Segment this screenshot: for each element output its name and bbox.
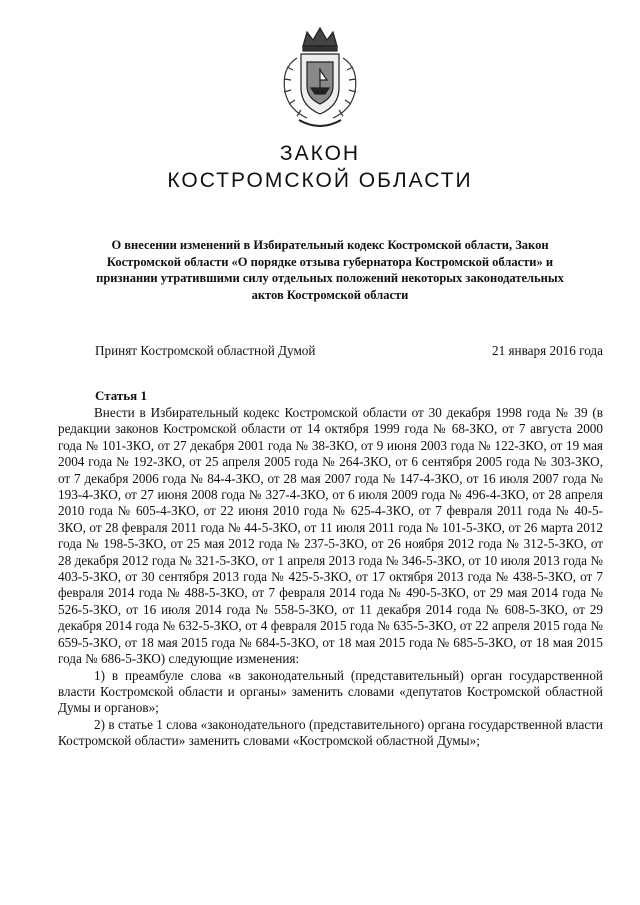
article-heading: Статья 1 xyxy=(95,388,147,403)
document-title: ЗАКОН xyxy=(279,142,361,165)
document-region: КОСТРОМСКОЙ ОБЛАСТИ xyxy=(167,169,473,192)
coat-of-arms-icon xyxy=(267,22,373,134)
article-paragraph: 1) в преамбуле слова «в законодательный (представительный) орган государственной власти Костромской области и органы» заменить словами «депутатов Костромской областной Думы и органов»; xyxy=(58,667,603,716)
adoption-line xyxy=(95,343,603,359)
article-paragraph: Внести в Избирательный кодекс Костромской области от 30 декабря 1998 года № 39 (в редакции законов Костромской области от 14 октября 1999 года № 68-ЗКО, от 7 августа 2000 года № 101-ЗКО, от 27 декабря 2001 года № 38-ЗКО, от 9 июня 2003 года № 122-ЗКО, от 19 мая 2004 года № 192-ЗКО, от 25 апреля 2005 года № 264-ЗКО, от 6 сентября 2005 года № 303-ЗКО, от 7 декабря 2006 года № 84-4-ЗКО, от 28 мая 2007 года № 147-4-ЗКО, от 16 июля 2007 года № 193-4-ЗКО, от 27 июня 2008 года № 327-4-ЗКО, от 6 июля 2009 года № 496-4-ЗКО, от 28 апреля 2010 года № 605-4-ЗКО, от 22 июня 2010 года № 625-4-ЗКО, от 7 февраля 2011 года № 40-5-ЗКО, от 28 февраля 2011 года № 44-5-ЗКО, от 11 июля 2011 года № 101-5-ЗКО, от 26 марта 2012 года № 198-5-ЗКО, от 25 мая 2012 года № 237-5-ЗКО, от 26 ноября 2012 года № 312-5-ЗКО, от 28 декабря 2012 года № 321-5-ЗКО, от 1 апреля 2013 года № 346-5-ЗКО, от 10 июля 2013 года № 403-5-ЗКО, от 30 сентября 2013 года № 425-5-ЗКО, от 17 октября 2013 года № 438-5-ЗКО, от 7 февраля 2014 года № 488-5-ЗКО, от 7 февраля 2014 года № 490-5-ЗКО, от 29 мая 2014 года № 526-5-ЗКО, от 16 июля 2014 года № 558-5-ЗКО, от 11 декабря 2014 года № 608-5-ЗКО, от 29 декабря 2014 года № 632-5-ЗКО, от 4 февраля 2015 года № 635-5-ЗКО, от 22 апреля 2015 года № 659-5-ЗКО, от 18 мая 2015 года № 684-5-ЗКО, от 18 мая 2015 года № 685-5-ЗКО, от 18 мая 2015 года № 686-5-ЗКО) следующие изменения: xyxy=(58,405,603,667)
adoption-date: 21 января 2016 года xyxy=(492,343,603,358)
law-subject: О внесении изменений в Избирательный кодекс Костромской области, Закон Костромской области «О порядке отзыва губернатора Костромской области» и признании утратившими силу отдельных положений некоторых законодательных актов Костромской области xyxy=(96,238,564,302)
adopted-by: Принят Костромской областной Думой xyxy=(95,343,316,358)
article-body xyxy=(58,405,603,750)
article-paragraph: 2) в статье 1 слова «законодательного (представительного) органа государственной власти Костромской области» заменить словами «Костромской областной Думы»; xyxy=(58,716,603,749)
